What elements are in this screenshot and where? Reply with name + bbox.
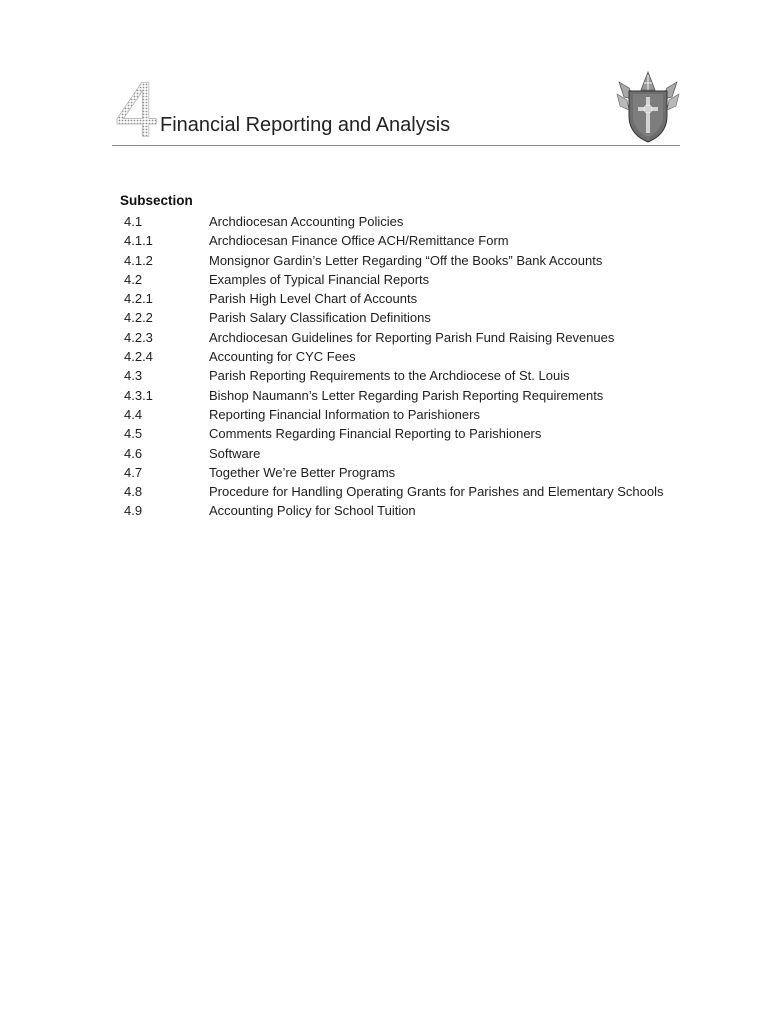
toc-row — [120, 270, 680, 289]
subsection-title: Procedure for Handling Operating Grants for Parishes and Elementary Schools — [209, 484, 664, 500]
toc-row — [120, 251, 680, 270]
toc-row — [120, 289, 680, 308]
toc-row — [120, 366, 680, 385]
subsection-number: 4.3 — [124, 368, 143, 384]
subsection-title: Parish High Level Chart of Accounts — [209, 291, 418, 307]
toc-row — [120, 386, 680, 405]
subsection-title: Archdiocesan Finance Office ACH/Remittance Form — [209, 233, 509, 249]
subsection-number: 4.3.1 — [124, 387, 153, 403]
toc-row — [120, 444, 680, 463]
subsection-heading: Subsection — [120, 193, 193, 208]
subsection-title: Accounting Policy for School Tuition — [209, 503, 416, 519]
subsection-number: 4.1.1 — [124, 233, 153, 249]
toc-row — [120, 308, 680, 327]
svg-text:4: 4 — [115, 74, 159, 144]
subsection-number: 4.2.2 — [124, 310, 153, 326]
toc-list — [120, 212, 680, 521]
subsection-title: Accounting for CYC Fees — [209, 349, 356, 365]
subsection-number: 4.1.2 — [124, 252, 153, 268]
subsection-title: Reporting Financial Information to Parishioners — [209, 406, 480, 422]
subsection-title: Parish Reporting Requirements to the Archdiocese of St. Louis — [209, 368, 570, 384]
toc-row — [120, 212, 680, 231]
toc-row — [120, 424, 680, 443]
subsection-number: 4.2.3 — [124, 329, 153, 345]
toc-row — [120, 501, 680, 520]
subsection-number: 4.2.4 — [124, 349, 153, 365]
subsection-title: Software — [209, 445, 261, 461]
subsection-number: 4.1 — [124, 214, 143, 229]
toc-row — [120, 231, 680, 250]
subsection-number: 4.2.1 — [124, 291, 153, 307]
toc-row — [120, 463, 680, 482]
subsection-title: Comments Regarding Financial Reporting to Parishioners — [209, 426, 542, 442]
subsection-number: 4.7 — [124, 464, 143, 480]
chapter-header — [112, 70, 680, 148]
header-divider — [112, 145, 680, 146]
toc-row — [120, 482, 680, 501]
toc-row — [120, 347, 680, 366]
subsection-title: Parish Salary Classification Definitions — [209, 310, 431, 326]
subsection-list — [120, 192, 680, 521]
chapter-number — [112, 74, 162, 144]
subsection-title: Archdiocesan Accounting Policies — [209, 214, 404, 229]
subsection-number: 4.2 — [124, 271, 143, 287]
subsection-title: Examples of Typical Financial Reports — [209, 271, 430, 287]
archdiocese-crest-icon — [615, 70, 681, 144]
toc-row — [120, 405, 680, 424]
subsection-title: Archdiocesan Guidelines for Reporting Parish Fund Raising Revenues — [209, 329, 615, 345]
chapter-title: Financial Reporting and Analysis — [160, 114, 451, 136]
subsection-title: Bishop Naumann’s Letter Regarding Parish Reporting Requirements — [209, 387, 604, 403]
toc-row — [120, 328, 680, 347]
subsection-number: 4.5 — [124, 426, 143, 442]
subsection-title: Together We’re Better Programs — [209, 464, 396, 480]
subsection-number: 4.4 — [124, 406, 143, 422]
subsection-number: 4.8 — [124, 484, 143, 500]
subsection-number: 4.9 — [124, 503, 143, 519]
subsection-title: Monsignor Gardin’s Letter Regarding “Off the Books” Bank Accounts — [209, 252, 603, 268]
subsection-number: 4.6 — [124, 445, 143, 461]
